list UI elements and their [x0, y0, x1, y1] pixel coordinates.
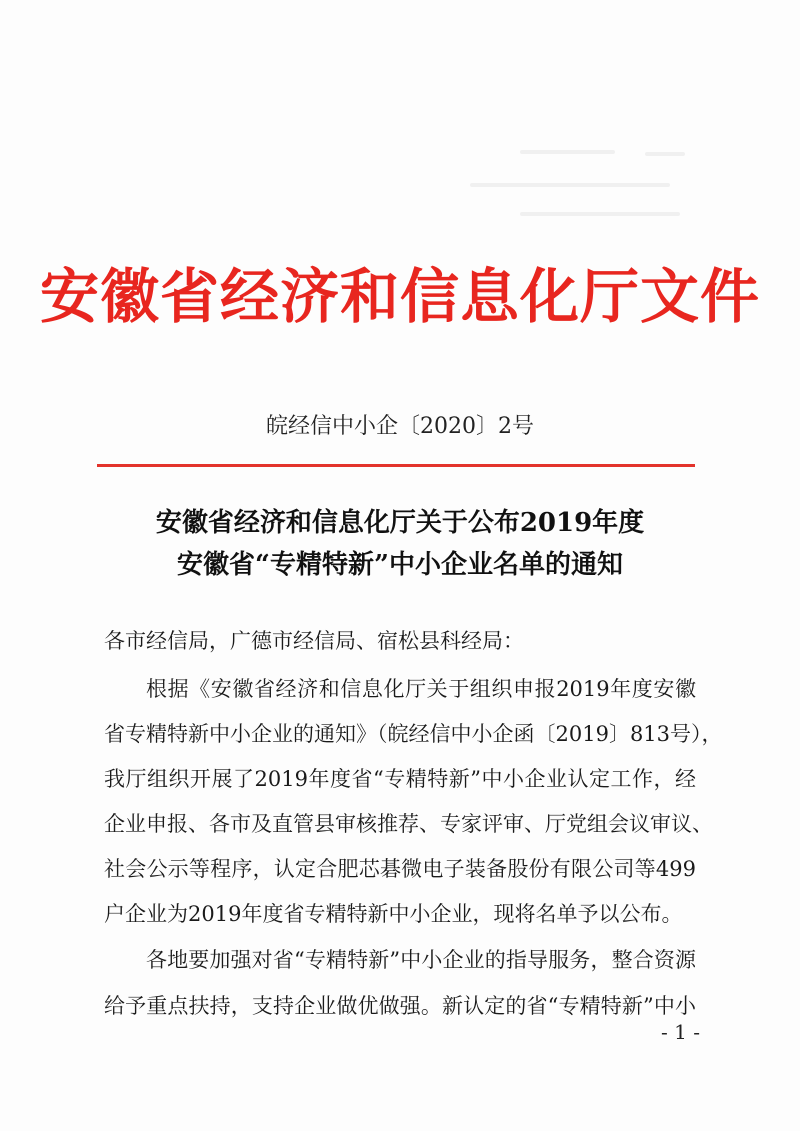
document-header-title: 安徽省经济和信息化厅文件 — [39, 262, 760, 331]
paragraph-line: 户企业为2019年度省专精特新中小企业，现将名单予以公布。 — [104, 902, 683, 926]
salutation: 各市经信局，广德市经信局、宿松县科经局： — [104, 629, 524, 653]
paragraph-line: 根据《安徽省经济和信息化厅关于组织申报2019年度安徽 — [146, 677, 696, 701]
header-divider-line — [97, 464, 695, 467]
paragraph-line: 省专精特新中小企业的通知》（皖经信中小企函〔2019〕813号）， — [104, 722, 723, 746]
page-number: - 1 - — [661, 1020, 700, 1044]
notice-title-line-2: 安徽省“专精特新”中小企业名单的通知 — [177, 550, 623, 580]
paragraph-line: 社会公示等程序，认定合肥芯碁微电子装备股份有限公司等499 — [104, 857, 696, 881]
paragraph-line: 我厅组织开展了2019年度省“专精特新”中小企业认定工作，经 — [104, 767, 696, 791]
paragraph-line: 各地要加强对省“专精特新”中小企业的指导服务，整合资源 — [146, 948, 696, 972]
document-number: 皖经信中小企〔2020〕2号 — [266, 414, 534, 439]
paragraph-line: 企业申报、各市及直管县审核推荐、专家评审、厅党组会议审议、 — [104, 812, 713, 836]
notice-title-line-1: 安徽省经济和信息化厅关于公布2019年度 — [155, 508, 645, 538]
paragraph-line: 给予重点扶持，支持企业做优做强。新认定的省“专精特新”中小 — [104, 994, 696, 1018]
